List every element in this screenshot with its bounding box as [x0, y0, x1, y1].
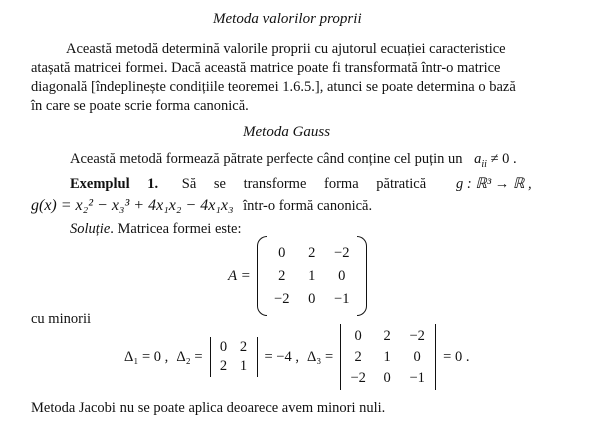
g-suffix: într-o formă canonică. [243, 198, 373, 214]
det-bar [340, 324, 341, 390]
delta-2-label: Δ₂ = [176, 348, 203, 365]
matrix-a [228, 236, 367, 316]
delta-3-value: = 0 . [443, 348, 470, 365]
delta-2-determinant [207, 337, 261, 377]
det-cell: 0 [413, 348, 421, 365]
det-bar [210, 337, 211, 377]
solution-label: Soluție [70, 221, 111, 237]
det-grid [344, 328, 432, 387]
g-definition: g(x) = x₂² − x₃³ + 4x₁x₂ − 4x₁x₃ [31, 197, 234, 214]
matrix-cell: −2 [334, 244, 350, 261]
matrix-cell: 2 [278, 267, 286, 284]
matrix-cell: 0 [338, 267, 346, 284]
example-text: Să se transforme forma pătratică [181, 176, 427, 192]
det-cell: 1 [383, 348, 391, 365]
example-label: Exemplul [70, 176, 130, 192]
delta-3-determinant [337, 324, 439, 390]
matrix-cell: 0 [308, 290, 316, 307]
example-line [70, 176, 426, 193]
delta-1: Δ₁ = 0 , [124, 348, 169, 365]
paragraph-line: Această metodă determină valorile proprii cu ajutorul ecuației caracteristice [66, 41, 506, 57]
det-cell: 2 [239, 339, 248, 355]
matrix-cell: 2 [308, 244, 316, 261]
delta-2-value: = −4 , [264, 348, 299, 365]
section-title-gauss: Metoda Gauss [243, 124, 331, 140]
minors-line [124, 322, 469, 392]
g-definition-line [31, 197, 372, 215]
minors-intro: cu minorii [31, 311, 92, 327]
det-cell: 2 [219, 358, 228, 374]
det-grid [214, 339, 254, 375]
det-cell: −1 [409, 369, 425, 386]
paragraph-line: atașată matricei formei. Dacă această matrice poate fi transformată într-o matrice [31, 60, 501, 76]
det-bar [435, 324, 436, 390]
g-map: g : ℝ³ → ℝ , [456, 176, 532, 192]
det-cell: 0 [219, 339, 228, 355]
paragraph-line: în care se poate scrie forma canonică. [31, 98, 249, 114]
section-title-eigen: Metoda valorilor proprii [213, 11, 362, 27]
condition-math: $a_{ii} \ne 0$ . [474, 151, 517, 170]
right-paren [357, 236, 367, 316]
det-cell: −2 [409, 327, 425, 344]
solution-line [70, 221, 242, 238]
matrix-cell: 0 [278, 244, 286, 261]
det-cell: 2 [354, 348, 362, 365]
jacobi-note: Metoda Jacobi nu se poate aplica deoarece avem minori nuli. [31, 400, 386, 416]
matrix-cell: 1 [308, 267, 316, 284]
example-number: 1. [147, 176, 159, 192]
delta-3-label: Δ₃ = [306, 348, 334, 365]
paragraph-line: Această metodă formează pătrate perfecte când conține cel puțin un [70, 151, 463, 167]
det-cell: 0 [354, 327, 362, 344]
det-cell: 0 [383, 369, 391, 386]
det-cell: −2 [350, 369, 366, 386]
matrix-grid [267, 245, 357, 308]
solution-text: . Matricea formei este: [110, 221, 242, 237]
gauss-paragraph [70, 151, 517, 168]
matrix-cell: −2 [274, 290, 290, 307]
matrix-name: A = [228, 267, 251, 284]
det-cell: 1 [239, 358, 248, 374]
det-bar [257, 337, 258, 377]
matrix-cell: −1 [334, 290, 350, 307]
paragraph-line: diagonală [îndeplinește condițiile teoremei 1.6.5.], atunci se poate determina o bază [31, 79, 516, 95]
left-paren [257, 236, 267, 316]
det-cell: 2 [383, 327, 391, 344]
